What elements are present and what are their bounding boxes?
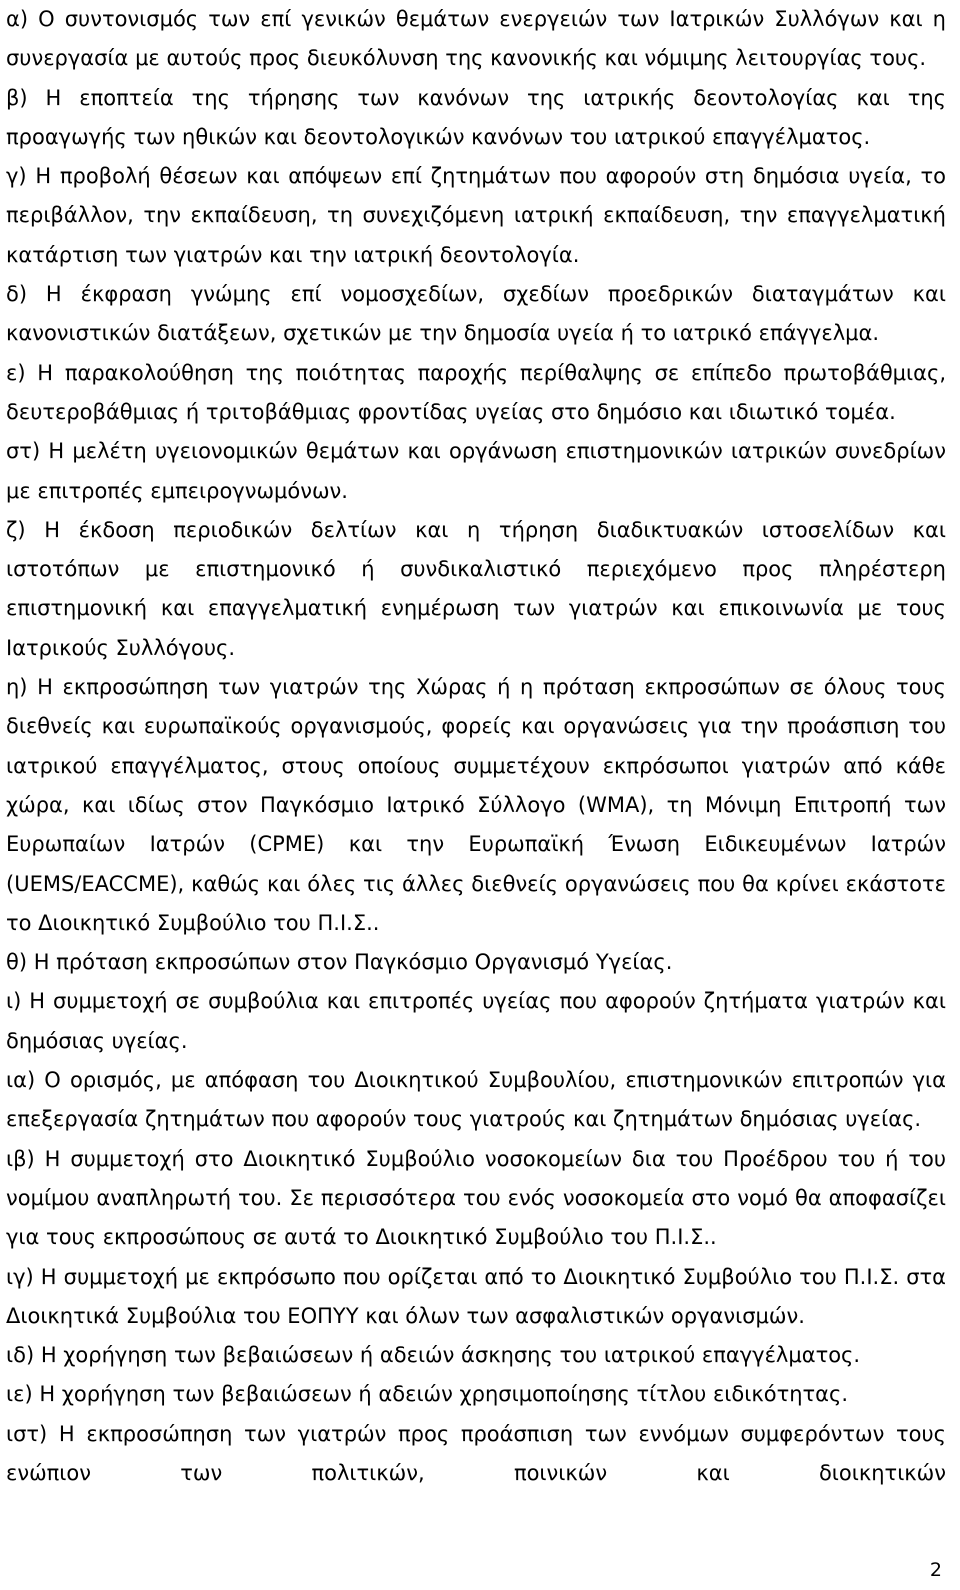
paragraph-a: α) Ο συντονισμός των επί γενικών θεμάτων ενεργειών των Ιατρικών Συλλόγων και η συνεργασία με αυτούς προς διευκόλυνση της κανονικής και νόμιμης λειτουργίας τους. [6,7,946,71]
paragraph-th: θ) Η πρόταση εκπροσώπων στον Παγκόσμιο Οργανισμό Υγείας. [6,950,673,975]
paragraph-ig: ιγ) Η συμμετοχή με εκπρόσωπο που ορίζεται από το Διοικητικό Συμβούλιο του Π.Ι.Σ. στα Διοικητικά Συμβούλια του ΕΟΠΥΥ και όλων των ασφαλιστικών οργανισμών. [6,1264,946,1328]
paragraph-ia: ια) Ο ορισμός, με απόφαση του Διοικητικού Συμβουλίου, επιστημονικών επιτροπών για επεξεργασία ζητημάτων που αφορούν τους γιατρούς και ζητημάτων δημόσιας υγείας. [6,1068,946,1132]
paragraph-i: ι) Η συμμετοχή σε συμβούλια και επιτροπές υγείας που αφορούν ζητήματα γιατρών και δημόσιας υγείας. [6,989,946,1053]
paragraph-b: β) Η εποπτεία της τήρησης των κανόνων της ιατρικής δεοντολογίας και της προαγωγής των ηθικών και δεοντολογικών κανόνων του ιατρικού επαγγέλματος. [6,85,946,149]
paragraph-ie: ιε) Η χορήγηση των βεβαιώσεων ή αδειών χρησιμοποίησης τίτλου ειδικότητας. [6,1382,849,1407]
paragraph-c: γ) Η προβολή θέσεων και απόψεων επί ζητημάτων που αφορούν στη δημόσια υγεία, το περιβάλλον, την εκπαίδευση, τη συνεχιζόμενη ιατρική εκπαίδευση, την επαγγελματική κατάρτιση των γιατρών και την ιατρική δεοντολογία. [6,164,946,267]
page-number: 2 [929,1559,942,1581]
paragraph-e: ε) Η παρακολούθηση της ποιότητας παροχής περίθαλψης σε επίπεδο πρωτοβάθμιας, δευτεροβάθμιας ή τριτοβάθμιας φροντίδας υγείας στο δημόσιο και ιδιωτικό τομέα. [6,360,946,424]
paragraph-h: η) Η εκπροσώπηση των γιατρών της Χώρας ή η πρόταση εκπροσώπων σε όλους τους διεθνείς και ευρωπαϊκούς οργανισμούς, φορείς και οργανώσεις για την προάσπιση του ιατρικού επαγγέλματος, στους οποίους συμμετέχουν εκπρόσωποι γιατρών από κάθε χώρα, και ιδίως στον Παγκόσμιο Ιατρικό Σύλλογο (WMA), τη Μόνιμη Επιτροπή των Ευρωπαίων Ιατρών (CPME) και την Ευρωπαϊκή Ένωση Ειδικευμένων Ιατρών (UEMS/EACCME), καθώς και όλες τις άλλες διεθνείς οργανώσεις που θα κρίνει εκάστοτε το Διοικητικό Συμβούλιο του Π.Ι.Σ.. [6,675,946,935]
paragraph-ist: ιστ) Η εκπροσώπηση των γιατρών προς προάσπιση των εννόμων συμφερόντων τους ενώπιον των πολιτικών, ποινικών και διοικητικών [6,1421,946,1485]
paragraph-ib: ιβ) Η συμμετοχή στο Διοικητικό Συμβούλιο νοσοκομείων δια του Προέδρου του ή του νομίμου αναπληρωτή του. Σε περισσότερα του ενός νοσοκομεία στο νομό θα αποφασίζει για τους εκπροσώπους σε αυτά το Διοικητικό Συμβούλιο του Π.Ι.Σ.. [6,1146,946,1250]
paragraph-d: δ) Η έκφραση γνώμης επί νομοσχεδίων, σχεδίων προεδρικών διαταγμάτων και κανονιστικών διατάξεων, σχετικών με την δημοσία υγεία ή το ιατρικό επάγγελμα. [6,282,946,346]
paragraph-z: ζ) Η έκδοση περιοδικών δελτίων και η τήρηση διαδικτυακών ιστοσελίδων και ιστοτόπων με επιστημονικό ή συνδικαλιστικό περιεχόμενο προς πληρέστερη επιστημονική και επαγγελματική ενημέρωση των γιατρών και επικοινωνία με τους Ιατρικούς Συλλόγους. [6,517,946,660]
paragraph-st: στ) Η μελέτη υγειονομικών θεμάτων και οργάνωση επιστημονικών ιατρικών συνεδρίων με επιτροπές εμπειρογνωμόνων. [6,439,946,503]
paragraph-id: ιδ) Η χορήγηση των βεβαιώσεων ή αδειών άσκησης του ιατρικού επαγγέλματος. [6,1343,861,1368]
document-body [6,0,946,1493]
